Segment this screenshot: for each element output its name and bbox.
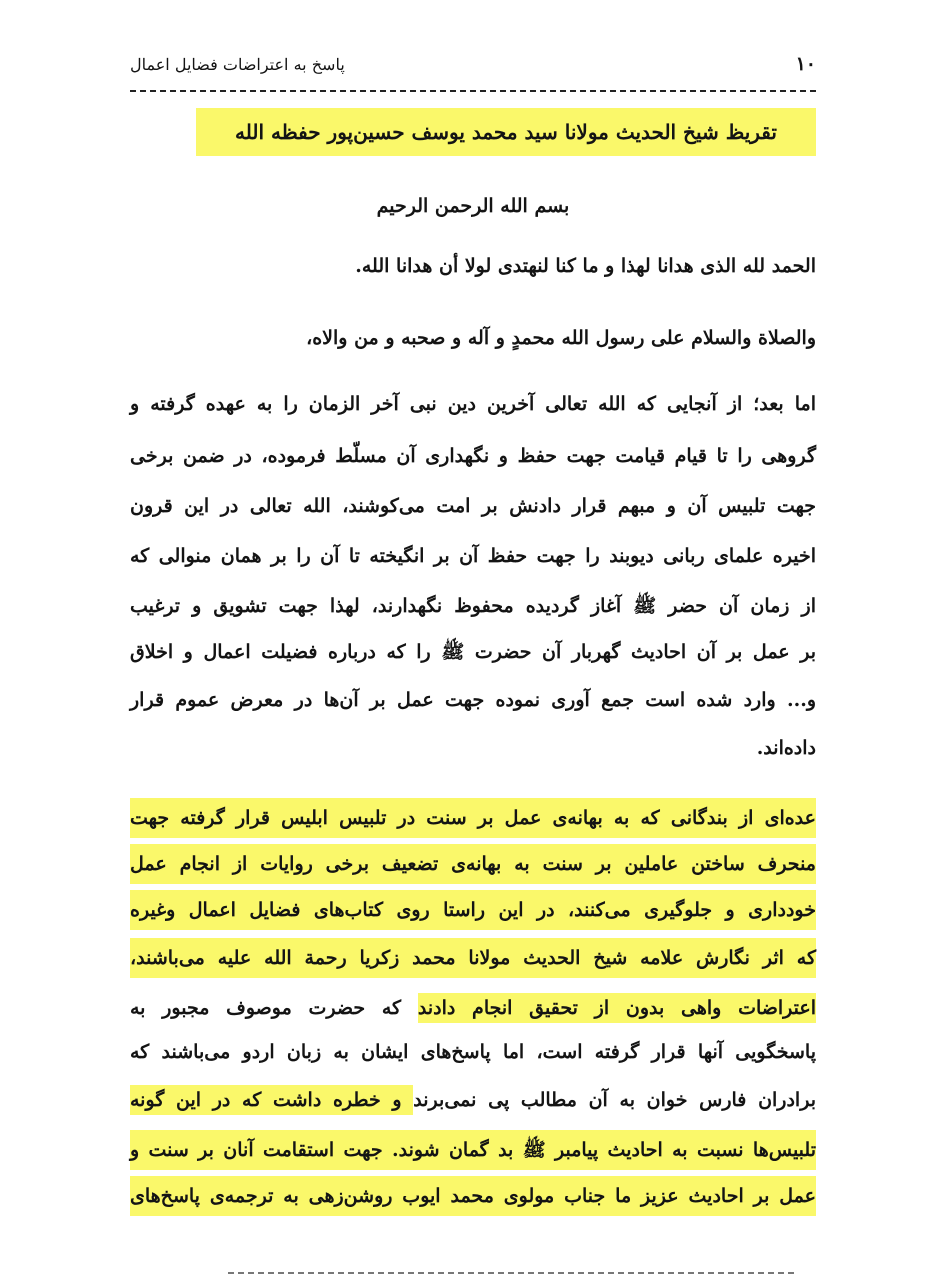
plain-span: برادران فارس خوان به آن مطالب پی نمی‌برند bbox=[413, 1089, 816, 1111]
running-title: پاسخ به اعتراضات فضایل اعمال bbox=[130, 54, 345, 74]
highlighted-line: تلبیس‌ها نسبت به احادیث پیامبر ﷺ بد گمان شوند. جهت استقامت آنان بر سنت و bbox=[130, 1130, 816, 1170]
title-highlight-box bbox=[196, 108, 816, 156]
paragraph2-line: پاسخگویی آنها قرار گرفته است، اما پاسخ‌های ایشان به زبان اردو می‌باشند که bbox=[130, 1041, 816, 1063]
highlighted-line: خودداری و جلوگیری می‌کنند، در این راستا روی کتاب‌های فضایل اعمال وغیره bbox=[130, 890, 816, 930]
highlighted-line: عده‌ای از بندگانی که به بهانه‌ی عمل بر سنت در تلبیس ابلیس قرار گرفته جهت bbox=[130, 798, 816, 838]
paragraph1-line: جهت تلبیس آن و مبهم قرار دادنش بر امت می‌کوشند، الله تعالی در این قرون bbox=[130, 495, 816, 517]
running-header bbox=[130, 44, 816, 84]
paragraph1-line: اخیره علمای ربانی دیوبند را جهت حفظ آن بر انگیخته تا آن را بر همان منوالی که bbox=[130, 545, 816, 567]
highlight-span: اعتراضات واهی بدون از تحقیق انجام دادند bbox=[418, 993, 816, 1023]
paragraph1-line: گروهی را تا قیام قیامت جهت حفظ و نگهداری آن مسلّط فرموده، در ضمن برخی bbox=[130, 445, 816, 467]
salat-line: والصلاة والسلام علی رسول الله محمدٍ و آله و صحبه و من والاه، bbox=[306, 327, 816, 349]
highlighted-line: عمل بر احادیث عزیز ما جناب مولوی محمد ایوب روشن‌زهی به ترجمه‌ی پاسخ‌های bbox=[130, 1176, 816, 1216]
plain-span: که حضرت موصوف مجبور به bbox=[130, 997, 418, 1019]
hamd-line: الحمد لله الذی هدانا لهذا و ما کنا لنهتدی لولا أن هدانا الله. bbox=[355, 255, 816, 277]
page-number: ۱۰ bbox=[795, 53, 816, 75]
highlighted-line: منحرف ساختن عاملین بر سنت به بهانه‌ی تضعیف برخی روایات از انجام عمل bbox=[130, 844, 816, 884]
basmala: بسم الله الرحمن الرحیم bbox=[376, 195, 570, 217]
partially-highlighted-line bbox=[130, 988, 816, 1028]
footer-dashed-rule bbox=[228, 1272, 794, 1274]
header-dashed-rule bbox=[130, 90, 816, 92]
paragraph1-line: بر عمل بر آن احادیث گهربار آن حضرت ﷺ را که درباره فضیلت اعمال و اخلاق bbox=[130, 641, 816, 663]
paragraph1-last-line: داده‌اند. bbox=[756, 737, 816, 759]
section-title: تقریظ شیخ الحدیث مولانا سید محمد یوسف حسین‌پور حفظه الله bbox=[235, 120, 777, 144]
highlight-span: و خطره داشت که در این گونه bbox=[130, 1085, 413, 1115]
paragraph1-line: و... وارد شده است جمع آوری نموده جهت عمل بر آن‌ها در معرض عموم قرار bbox=[130, 689, 816, 711]
paragraph1-line: اما بعد؛ از آنجایی که الله تعالی آخرین دین نبی آخر الزمان را به عهده گرفته و bbox=[130, 393, 816, 415]
highlighted-line: که اثر نگارش علامه شیخ الحدیث مولانا محمد زکریا رحمة الله علیه می‌باشند، bbox=[130, 938, 816, 978]
partially-highlighted-line bbox=[130, 1080, 816, 1120]
paragraph1-line: از زمان آن حضر ﷺ آغاز گردیده محفوظ نگهدارند، لهذا جهت تشویق و ترغیب bbox=[130, 595, 816, 617]
